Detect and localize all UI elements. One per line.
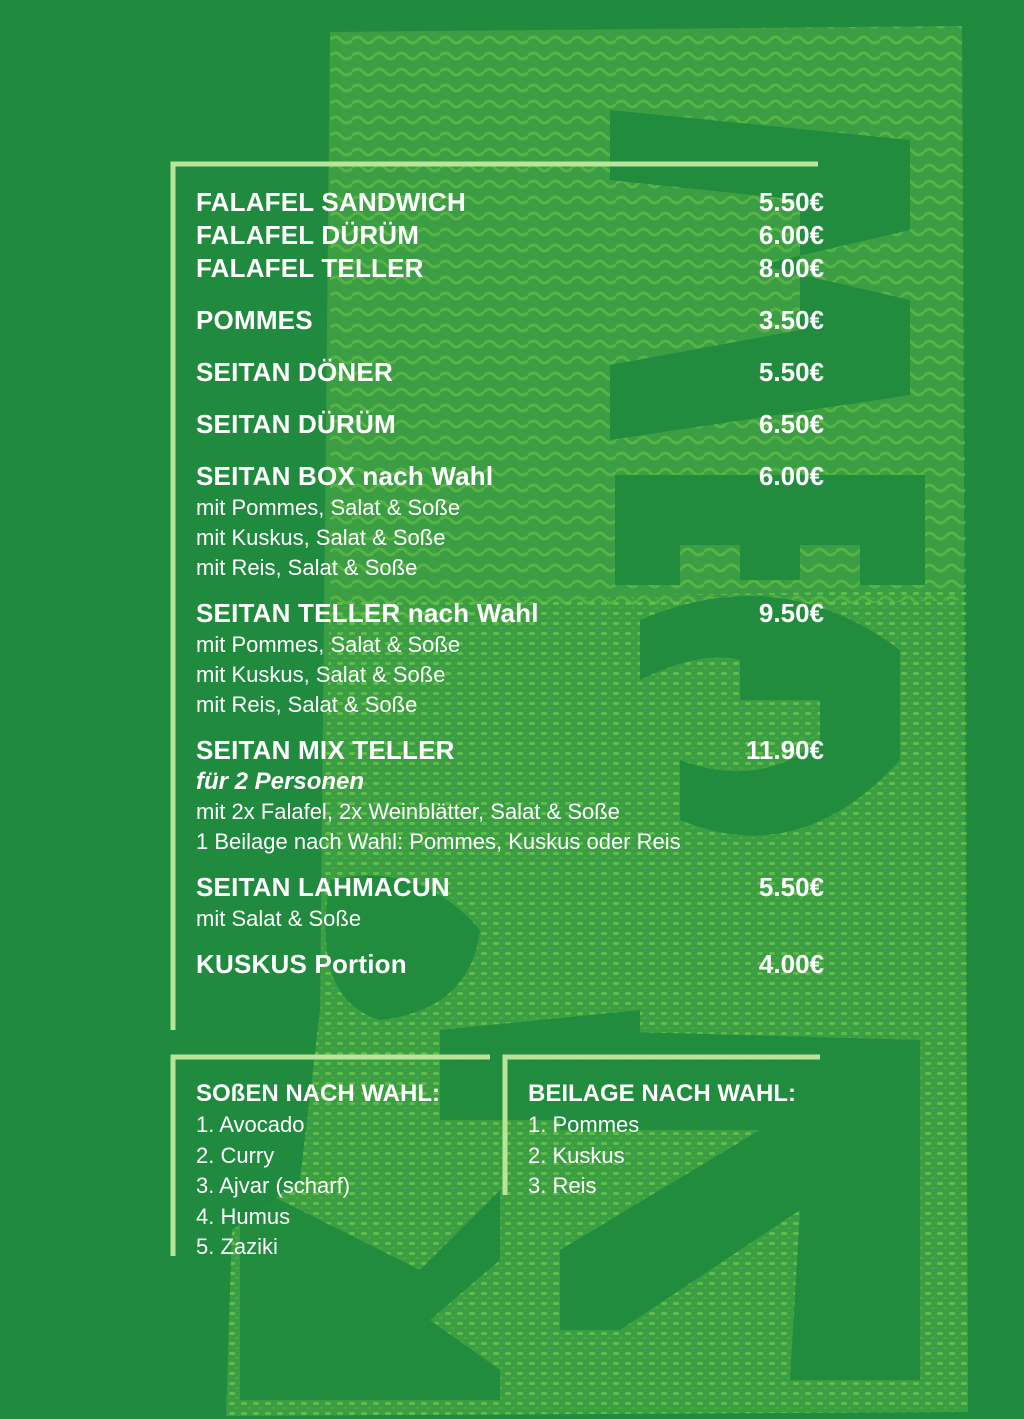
- menu-item-seitan-durum: [196, 408, 824, 441]
- sauce-item: 2. Curry: [196, 1142, 275, 1168]
- item-name: SEITAN BOX nach Wahl: [196, 461, 494, 491]
- menu-item-seitan-mix-teller: [196, 734, 824, 857]
- item-option: mit 2x Falafel, 2x Weinblätter, Salat & Soße: [196, 799, 620, 824]
- menu-item-seitan-box: [196, 460, 824, 583]
- side-item: 1. Pommes: [528, 1112, 640, 1137]
- item-price: 11.90€: [745, 735, 824, 765]
- item-option: mit Reis, Salat & Soße: [196, 692, 418, 717]
- item-suffix: nach Wahl: [407, 598, 539, 628]
- sauce-item: 5. Zaziki: [196, 1234, 278, 1259]
- sauce-item: 3. Ajvar (scharf): [196, 1173, 351, 1198]
- item-price: 3.50€: [758, 305, 824, 335]
- sauce-item: 1. Avocado: [196, 1112, 305, 1137]
- menu-item-seitan-teller: [196, 597, 824, 720]
- sauce-item: 4. Humus: [196, 1203, 291, 1229]
- item-price: 6.00€: [758, 461, 824, 491]
- sides-list: [528, 1078, 796, 1202]
- item-name: POMMES: [196, 305, 313, 335]
- item-price: 4.00€: [758, 949, 824, 979]
- menu-item-kuskus-portion: [196, 948, 824, 981]
- item-name: SEITAN TELLER nach Wahl: [196, 598, 539, 628]
- item-option: mit Pommes, Salat & Soße: [196, 632, 461, 657]
- menu-item-seitan-lahmacun: [196, 871, 824, 934]
- item-price: 5.50€: [758, 187, 824, 217]
- item-name: SEITAN LAHMACUN: [196, 872, 450, 902]
- side-item: 2. Kuskus: [528, 1142, 625, 1168]
- item-option: mit Pommes, Salat & Soße: [196, 495, 461, 520]
- item-suffix: Portion: [314, 949, 407, 979]
- item-option: mit Reis, Salat & Soße: [196, 555, 418, 580]
- item-name: SEITAN DÖNER: [196, 357, 393, 387]
- item-price: 5.50€: [758, 872, 824, 902]
- item-name: FALAFEL DÜRÜM: [196, 220, 420, 250]
- side-item: 3. Reis: [528, 1173, 597, 1198]
- menu-item-falafel-sandwich: [196, 186, 824, 219]
- sides-title: BEILAGE NACH WAHL:: [528, 1080, 796, 1107]
- item-price: 6.50€: [758, 409, 824, 439]
- item-name: FALAFEL SANDWICH: [196, 187, 466, 217]
- sauces-list: [196, 1078, 440, 1263]
- menu-item-falafel-teller: [196, 252, 824, 285]
- item-name: FALAFEL TELLER: [196, 253, 424, 283]
- item-price: 6.00€: [758, 220, 824, 250]
- item-name: SEITAN MIX TELLER: [196, 735, 455, 765]
- item-price: 5.50€: [758, 357, 824, 387]
- item-option: 1 Beilage nach Wahl: Pommes, Kuskus oder Reis: [196, 829, 681, 854]
- item-price: 8.00€: [758, 253, 824, 283]
- menu-item-seitan-doner: [196, 356, 824, 389]
- menu-item-pommes: [196, 304, 824, 337]
- item-note: für 2 Personen: [196, 768, 365, 795]
- item-option: mit Kuskus, Salat & Soße: [196, 662, 446, 687]
- item-option: mit Salat & Soße: [196, 906, 362, 931]
- menu-list: [196, 186, 824, 981]
- sauces-title: SOßEN NACH WAHL:: [196, 1080, 440, 1107]
- item-price: 9.50€: [758, 598, 824, 628]
- item-name: SEITAN DÜRÜM: [196, 409, 396, 439]
- menu-item-falafel-durum: [196, 219, 824, 252]
- item-option: mit Kuskus, Salat & Soße: [196, 525, 446, 550]
- item-suffix: nach Wahl: [362, 461, 494, 491]
- item-name: KUSKUS Portion: [196, 949, 407, 979]
